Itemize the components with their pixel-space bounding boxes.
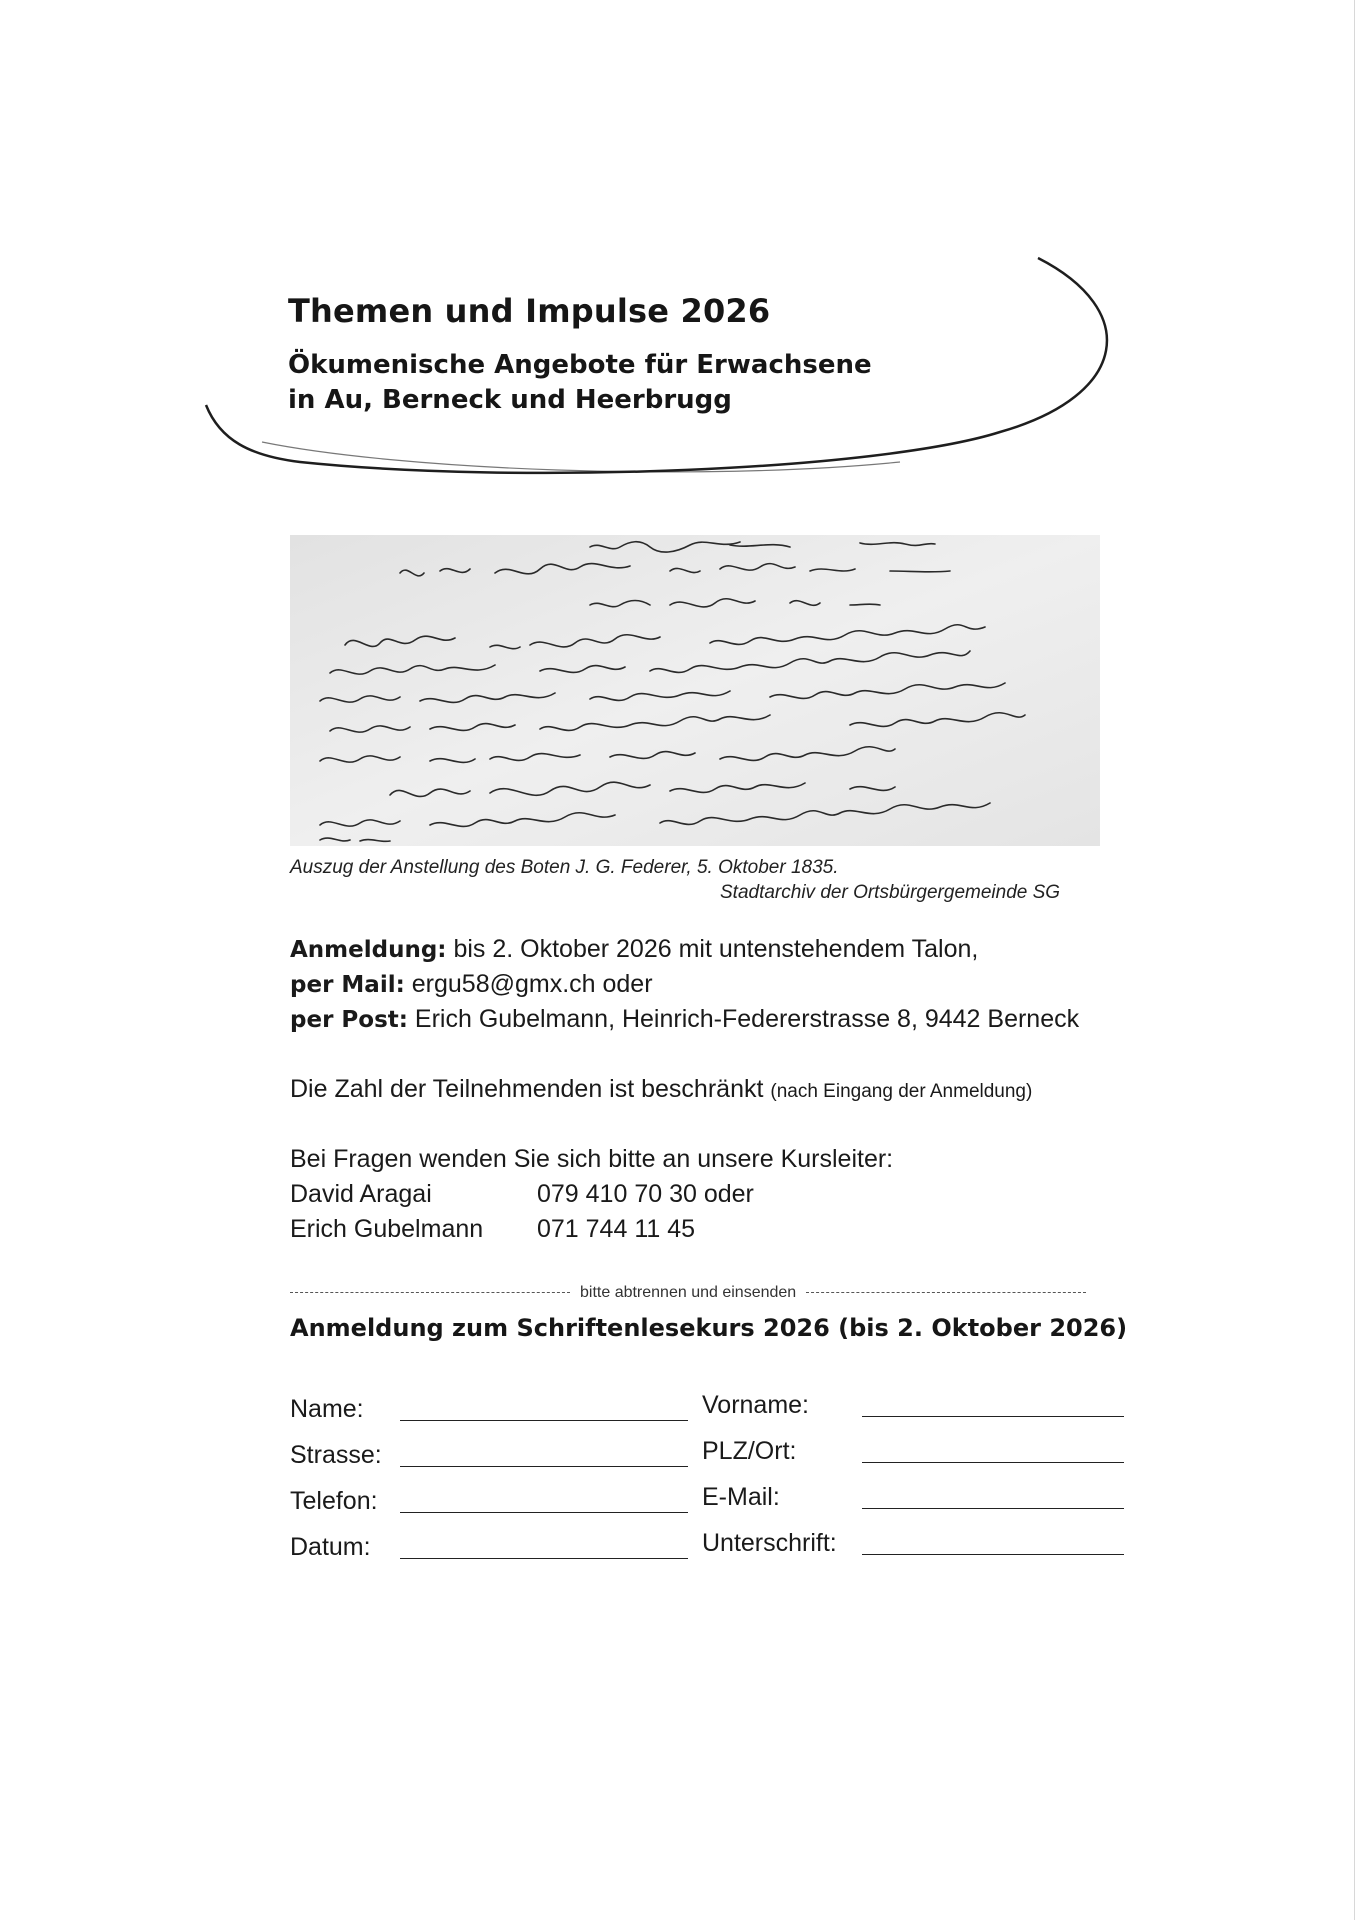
email-label: E-Mail: (702, 1483, 780, 1511)
cut-line-text: bitte abtrennen und einsenden (580, 1284, 797, 1301)
datum-label: Datum: (290, 1533, 371, 1561)
form-title: Anmeldung zum Schriftenlesekurs 2026 (bis 2. Oktober 2026) (290, 1314, 1128, 1342)
unterschrift-field[interactable] (862, 1554, 1124, 1555)
datum-field[interactable] (400, 1558, 688, 1559)
handwriting-photo (290, 535, 1100, 846)
strasse-field[interactable] (400, 1466, 688, 1467)
post-label: per Post: (290, 1007, 408, 1033)
registration-label: Anmeldung: (290, 937, 447, 963)
participant-limit (290, 1075, 1032, 1104)
mail-line (290, 970, 653, 999)
registration-line (290, 935, 978, 964)
limit-text: Die Zahl der Teilnehmenden ist beschränkt (290, 1075, 764, 1103)
post-address: Erich Gubelmann, Heinrich-Federerstrasse 8, 9442 Berneck (414, 1005, 1080, 1033)
post-line (290, 1005, 1079, 1034)
plz-ort-label: PLZ/Ort: (702, 1437, 797, 1465)
registration-text: bis 2. Oktober 2026 mit untenstehendem Talon, (453, 935, 979, 963)
photo-caption: Auszug der Anstellung des Boten J. G. Federer, 5. Oktober 1835. (290, 857, 839, 878)
mail-label: per Mail: (290, 972, 405, 998)
contact-name: Erich Gubelmann (290, 1215, 484, 1243)
contacts-intro: Bei Fragen wenden Sie sich bitte an unsere Kursleiter: (290, 1145, 894, 1173)
handwriting-scribbles (290, 535, 1100, 846)
contact-name: David Aragai (290, 1180, 432, 1208)
swoosh-decoration (0, 0, 1358, 520)
subtitle-line2: in Au, Berneck und Heerbrugg (288, 385, 732, 415)
name-field[interactable] (400, 1420, 688, 1421)
telefon-label: Telefon: (290, 1487, 378, 1515)
name-label: Name: (290, 1395, 364, 1423)
vorname-label: Vorname: (702, 1391, 810, 1419)
cut-line (290, 1284, 1086, 1302)
subtitle-line1: Ökumenische Angebote für Erwachsene (288, 350, 872, 380)
vorname-field[interactable] (862, 1416, 1124, 1417)
contact-phone: 071 744 11 45 (537, 1215, 696, 1243)
photo-source: Stadtarchiv der Ortsbürgergemeinde SG (720, 882, 1061, 903)
contact-phone: 079 410 70 30 oder (537, 1180, 754, 1208)
telefon-field[interactable] (400, 1512, 688, 1513)
page-title: Themen und Impulse 2026 (288, 292, 771, 330)
limit-note: (nach Eingang der Anmeldung) (770, 1081, 1033, 1102)
unterschrift-label: Unterschrift: (702, 1529, 837, 1557)
email-field[interactable] (862, 1508, 1124, 1509)
strasse-label: Strasse: (290, 1441, 382, 1469)
mail-address[interactable]: ergu58@gmx.ch oder (411, 970, 653, 998)
plz-ort-field[interactable] (862, 1462, 1124, 1463)
